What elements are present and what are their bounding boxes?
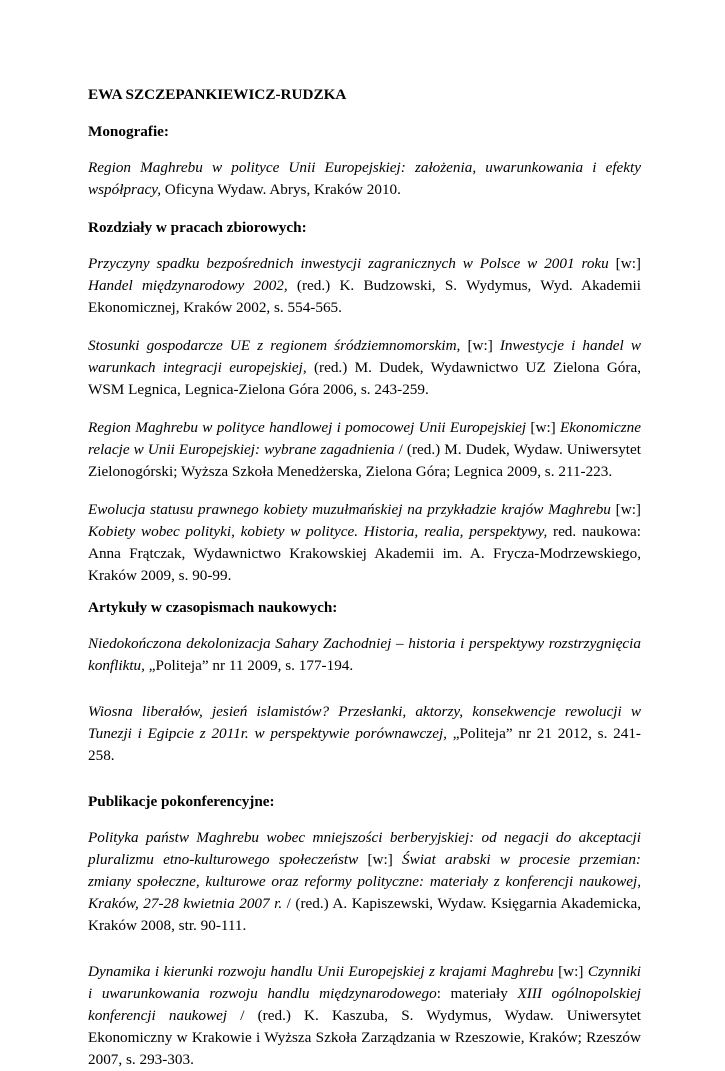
entry-conference-title: XIII ogólnopolskiej konferencji naukowej xyxy=(88,985,641,1024)
entry-connector: [w:] xyxy=(460,337,500,354)
entry-details: / (red.) K. Kaszuba, S. Wydymus, Wydaw. Uniwersytet Ekonomiczny w Krakowie i Wyższa Szkoła Zarządzania w Rzeszowie, Kraków; Rzeszów 2007, s. 293-303. xyxy=(88,1007,641,1068)
entry-connector: [w:] xyxy=(526,419,561,436)
entry-details: : materiały xyxy=(436,985,518,1002)
bibliography-entry xyxy=(88,701,641,767)
entry-title: Stosunki gospodarcze UE z regionem śródziemnomorskim, xyxy=(88,337,461,354)
entry-details: „Politeja” nr 11 2009, s. 177-194. xyxy=(144,657,354,674)
bibliography-entry xyxy=(88,633,641,677)
entry-collection-title: Kobiety wobec polityki, kobiety w polityce. Historia, realia, perspektywy, xyxy=(88,523,548,540)
section-artykuly xyxy=(88,597,641,767)
entry-details: / (red.) A. Kapiszewski, Wydaw. Księgarnia Akademicka, Kraków 2008, str. 90-111. xyxy=(88,895,642,934)
section-heading: Rozdziały w pracach zbiorowych: xyxy=(88,219,307,236)
entry-details: red. naukowa: Anna Frątczak, Wydawnictwo Krakowskiej Akademii im. A. Frycza-Modrzewskiego, Kraków 2009, s. 90-99. xyxy=(88,523,641,584)
author-name: EWA SZCZEPANKIEWICZ-RUDZKA xyxy=(88,86,347,103)
entry-collection-title: Handel międzynarodowy 2002, xyxy=(88,277,288,294)
bibliography-entry xyxy=(88,417,641,483)
entry-details: Oficyna Wydaw. Abrys, Kraków 2010. xyxy=(161,181,401,198)
bibliography-entry xyxy=(88,961,641,1071)
bibliography-entry xyxy=(88,499,641,587)
entry-collection-title: Ekonomiczne relacje w Unii Europejskiej: wybrane zagadnienia xyxy=(88,419,641,458)
entry-details: / (red.) M. Dudek, Wydaw. Uniwersytet Zielonogórski; Wyższa Szkoła Menedżerska, Zielona Góra; Legnica 2009, s. 211-223. xyxy=(88,441,641,480)
entry-title: Region Maghrebu w polityce Unii Europejskiej: założenia, uwarunkowania i efekty współpracy, xyxy=(88,159,641,198)
bibliography-entry xyxy=(88,335,641,401)
entry-title: Dynamika i kierunki rozwoju handlu Unii Europejskiej z krajami Maghrebu xyxy=(88,963,554,980)
section-heading: Monografie: xyxy=(88,123,169,140)
entry-details: (red.) K. Budzowski, S. Wydymus, Wyd. Akademii Ekonomicznej, Kraków 2002, s. 554-565. xyxy=(88,277,641,316)
section-publikacje xyxy=(88,791,641,1071)
entry-details: „Politeja” nr 21 2012, s. 241-258. xyxy=(88,725,641,764)
entry-title: Niedokończona dekolonizacja Sahary Zachodniej – historia i perspektywy rozstrzygnięcia konfliktu, xyxy=(88,635,641,674)
entry-details: , (red.) M. Dudek, Wydawnictwo UZ Zielona Góra, WSM Legnica, Legnica-Zielona Góra 2006, s. 243-259. xyxy=(88,359,641,398)
entry-connector: [w:] xyxy=(358,851,403,868)
entry-title: Wiosna liberałów, jesień islamistów? Przesłanki, aktorzy, konsekwencje rewolucji w Tunezji i Egipcie z 2011r. w perspektywie porównawczej, xyxy=(88,703,641,742)
entry-title: Polityka państw Maghrebu wobec mniejszości berberyjskiej: od negacji do akceptacji pluralizmu etno-kulturowego społeczeństw xyxy=(88,829,641,868)
section-heading: Publikacje pokonferencyjne: xyxy=(88,793,275,810)
section-heading: Artykuły w czasopismach naukowych: xyxy=(88,599,338,616)
bibliography-entry xyxy=(88,157,641,201)
entry-title: Ewolucja statusu prawnego kobiety muzułmańskiej na przykładzie krajów Maghrebu xyxy=(88,501,611,518)
section-rozdzialy xyxy=(88,217,641,587)
entry-title: Przyczyny spadku bezpośrednich inwestycji zagranicznych w Polsce w 2001 roku xyxy=(88,255,609,272)
bibliography-entry xyxy=(88,827,641,937)
entry-collection-title: Czynniki i uwarunkowania rozwoju handlu międzynarodowego xyxy=(88,963,641,1002)
entry-connector: [w:] xyxy=(553,963,588,980)
entry-collection-title: Świat arabski w procesie przemian: zmiany społeczne, kulturowe oraz reformy polityczne: materiały z konferencji naukowej, Kraków, 27-28 kwietnia 2007 r. xyxy=(88,851,641,912)
entry-title: Region Maghrebu w polityce handlowej i pomocowej Unii Europejskiej xyxy=(88,419,527,436)
entry-connector: [w:] xyxy=(608,255,641,272)
section-monografie xyxy=(88,121,641,201)
entry-collection-title: Inwestycje i handel w warunkach integracji europejskiej xyxy=(88,337,641,376)
entry-connector: [w:] xyxy=(610,501,641,518)
bibliography-entry xyxy=(88,253,641,319)
